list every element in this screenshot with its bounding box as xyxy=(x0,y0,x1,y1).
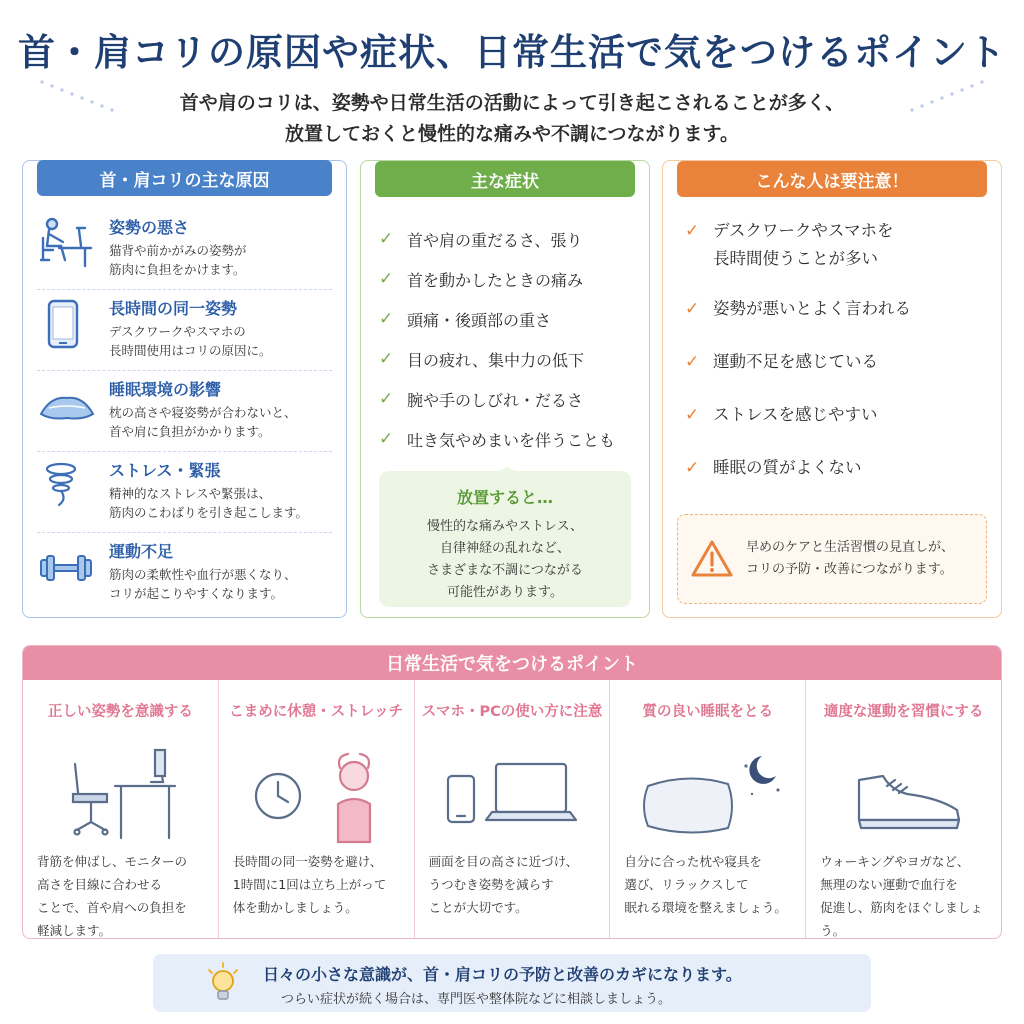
check-icon: ✓ xyxy=(685,458,700,478)
tip-break xyxy=(219,680,415,938)
stress-swirl-icon xyxy=(37,458,103,514)
clock-stretch-icon xyxy=(219,736,414,856)
cause-desc xyxy=(109,484,308,522)
leave-line: 可能性があります。 xyxy=(447,585,563,600)
tip-line: 選び、リラックスして xyxy=(624,877,749,892)
footer-sub-text: つらい症状が続く場合は、専門医や整体院などに相談しましょう。 xyxy=(281,992,672,1007)
daily-tips-panel xyxy=(22,645,1002,939)
sneaker-icon xyxy=(806,736,1001,856)
risk-header: こんな人は要注意！ xyxy=(677,161,987,197)
intro-line-1: 首や肩のコリは、姿勢や日常生活の活動によって引き起こされることが多く、 xyxy=(179,92,845,114)
check-icon: ✓ xyxy=(685,405,700,425)
symptom-text: 目の疲れ、集中力の低下 xyxy=(407,350,584,370)
risk-line: 長時間使うことが多い xyxy=(713,249,878,268)
daily-header: 日常生活で気をつけるポイント xyxy=(23,646,1001,680)
cause-title: 姿勢の悪さ xyxy=(109,218,190,237)
risk-text: 運動不足を感じている xyxy=(713,352,878,371)
causes-panel xyxy=(22,160,347,618)
symptoms-list xyxy=(361,197,649,459)
cause-desc-line: 筋肉の柔軟性や血行が悪くなり、 xyxy=(109,567,297,582)
tip-text xyxy=(37,850,210,939)
causes-list xyxy=(23,197,346,614)
list-item xyxy=(685,401,981,429)
list-item xyxy=(685,454,981,482)
tip-text xyxy=(429,850,602,919)
risk-text: 姿勢が悪いとよく言われる xyxy=(713,299,911,318)
check-icon: ✓ xyxy=(379,229,394,249)
list-item xyxy=(685,217,981,273)
tip-line: 自分に合った枕や寝具を xyxy=(624,854,762,869)
note-line: 早めのケアと生活習慣の見直しが、 xyxy=(746,540,955,555)
leave-line: 自律神経の乱れなど、 xyxy=(439,541,570,556)
symptoms-panel xyxy=(360,160,650,618)
risk-text: 睡眠の質がよくない xyxy=(713,458,862,477)
tip-title: スマホ・PCの使い方に注意 xyxy=(421,704,603,720)
causes-header: 首・肩コリの主な原因 xyxy=(37,160,332,196)
tip-line: ことで、首や肩への負担を xyxy=(37,900,187,915)
cause-desc-line: 猫背や前かがみの姿勢が xyxy=(109,243,247,258)
tip-line: 長時間の同一姿勢を避け、 xyxy=(232,854,383,869)
check-icon: ✓ xyxy=(685,352,700,372)
cause-desc xyxy=(109,322,272,360)
check-icon: ✓ xyxy=(379,309,394,329)
list-item xyxy=(37,209,332,290)
intro-text xyxy=(0,88,1024,150)
list-item xyxy=(379,339,633,379)
leave-line: さまざまな不調につながる xyxy=(427,563,583,578)
tip-title: 質の良い睡眠をとる xyxy=(642,704,774,720)
tip-devices xyxy=(415,680,611,938)
cause-desc-line: 筋肉に負担をかけます。 xyxy=(109,262,246,277)
cause-title: ストレス・緊張 xyxy=(109,461,221,480)
intro-line-2: 放置しておくと慢性的な痛みや不調につながります。 xyxy=(284,123,740,145)
risk-panel xyxy=(662,160,1002,618)
tip-line: ことが大切です。 xyxy=(428,900,528,915)
list-item xyxy=(379,259,633,299)
cause-desc-line: 筋肉のこわばりを引き起こします。 xyxy=(109,505,309,520)
cause-desc xyxy=(109,565,297,603)
symptoms-header: 主な症状 xyxy=(375,161,635,197)
tip-posture xyxy=(23,680,219,938)
list-item xyxy=(685,295,981,323)
care-note-text xyxy=(734,537,954,581)
list-item xyxy=(37,290,332,371)
cause-desc-line: 首や肩に負担がかかります。 xyxy=(109,424,271,439)
warning-icon xyxy=(690,539,734,579)
list-item xyxy=(379,219,633,259)
symptom-text: 首や肩の重だるさ、張り xyxy=(407,230,583,250)
leave-title: 放置すると… xyxy=(456,488,553,507)
list-item xyxy=(37,452,332,533)
footer-main-text: 日々の小さな意識が、首・肩コリの予防と改善のカギになります。 xyxy=(263,965,742,984)
list-item xyxy=(685,348,981,376)
smartphone-icon xyxy=(37,296,103,352)
cause-desc-line: デスクワークやスマホの xyxy=(109,324,246,339)
tip-line: 無理のない運動で血行を xyxy=(820,877,958,892)
list-item xyxy=(37,371,332,452)
leave-callout xyxy=(379,471,631,607)
tip-line: 高さを目線に合わせる xyxy=(37,877,163,892)
tip-line: 背筋を伸ばし、モニターの xyxy=(37,854,188,869)
cause-desc-line: 枕の高さや寝姿勢が合わないと、 xyxy=(109,405,297,420)
symptom-text: 腕や手のしびれ・だるさ xyxy=(407,390,584,410)
tip-text xyxy=(624,850,797,919)
desk-worker-icon xyxy=(37,215,103,271)
tip-title: こまめに休憩・ストレッチ xyxy=(229,704,404,720)
cause-title: 長時間の同一姿勢 xyxy=(109,299,238,318)
list-item xyxy=(37,533,332,614)
risk-line: デスクワークやスマホを xyxy=(713,221,894,240)
dumbbell-icon xyxy=(37,539,103,595)
tip-text xyxy=(820,850,993,939)
risk-text: ストレスを感じやすい xyxy=(713,405,878,424)
tip-line: 促進し、筋肉をほぐしましょう。 xyxy=(820,900,983,938)
care-note xyxy=(677,514,987,604)
footer-banner xyxy=(153,954,871,1012)
tip-exercise xyxy=(806,680,1001,938)
tip-line: 体を動かしましょう。 xyxy=(232,900,358,915)
check-icon: ✓ xyxy=(685,299,700,319)
tip-title: 正しい姿勢を意識する xyxy=(47,704,193,720)
tip-line: 眠れる環境を整えましょう。 xyxy=(624,900,787,915)
daily-tips-row xyxy=(23,680,1001,938)
check-icon: ✓ xyxy=(379,389,394,409)
cause-desc xyxy=(109,241,247,279)
tip-sleep xyxy=(610,680,806,938)
tip-line: 軽減します。 xyxy=(37,923,112,938)
tip-text xyxy=(233,850,406,919)
symptom-text: 吐き気やめまいを伴うことも xyxy=(407,430,616,450)
lightbulb-icon xyxy=(205,962,241,1004)
check-icon: ✓ xyxy=(685,221,700,241)
list-item xyxy=(379,419,633,459)
tip-line: 1時間に1回は立ち上がって xyxy=(232,877,387,892)
leave-line: 慢性的な痛みやストレス、 xyxy=(426,519,583,534)
risk-text xyxy=(713,217,894,273)
cause-desc-line: 精神的なストレスや緊張は、 xyxy=(109,486,272,501)
symptom-text: 頭痛・後頭部の重さ xyxy=(407,310,552,330)
cause-desc-line: コリが起こりやすくなります。 xyxy=(109,586,284,601)
cause-title: 運動不足 xyxy=(109,542,174,561)
pillow-icon xyxy=(37,377,103,433)
cause-title: 睡眠環境の影響 xyxy=(109,380,222,399)
tip-line: ウォーキングやヨガなど、 xyxy=(820,854,970,869)
check-icon: ✓ xyxy=(379,269,394,289)
list-item xyxy=(379,299,633,339)
phone-laptop-icon xyxy=(415,736,610,856)
tip-line: うつむき姿勢を減らす xyxy=(428,877,554,892)
leave-text xyxy=(379,516,631,604)
check-icon: ✓ xyxy=(379,429,394,449)
desk-chair-icon xyxy=(23,736,218,856)
tip-line: 画面を目の高さに近づけ、 xyxy=(428,854,579,869)
pillow-moon-icon xyxy=(610,736,805,856)
tip-title: 適度な運動を習慣にする xyxy=(823,704,984,720)
page-title: 首・肩コリの原因や症状、日常生活で気をつけるポイント xyxy=(18,31,1006,74)
check-icon: ✓ xyxy=(379,349,394,369)
cause-desc xyxy=(109,403,297,441)
list-item xyxy=(379,379,633,419)
symptom-text: 首を動かしたときの痛み xyxy=(407,270,584,290)
risk-list xyxy=(663,197,1001,482)
note-line: コリの予防・改善につながります。 xyxy=(746,562,953,577)
cause-desc-line: 長時間使用はコリの原因に。 xyxy=(109,343,272,358)
